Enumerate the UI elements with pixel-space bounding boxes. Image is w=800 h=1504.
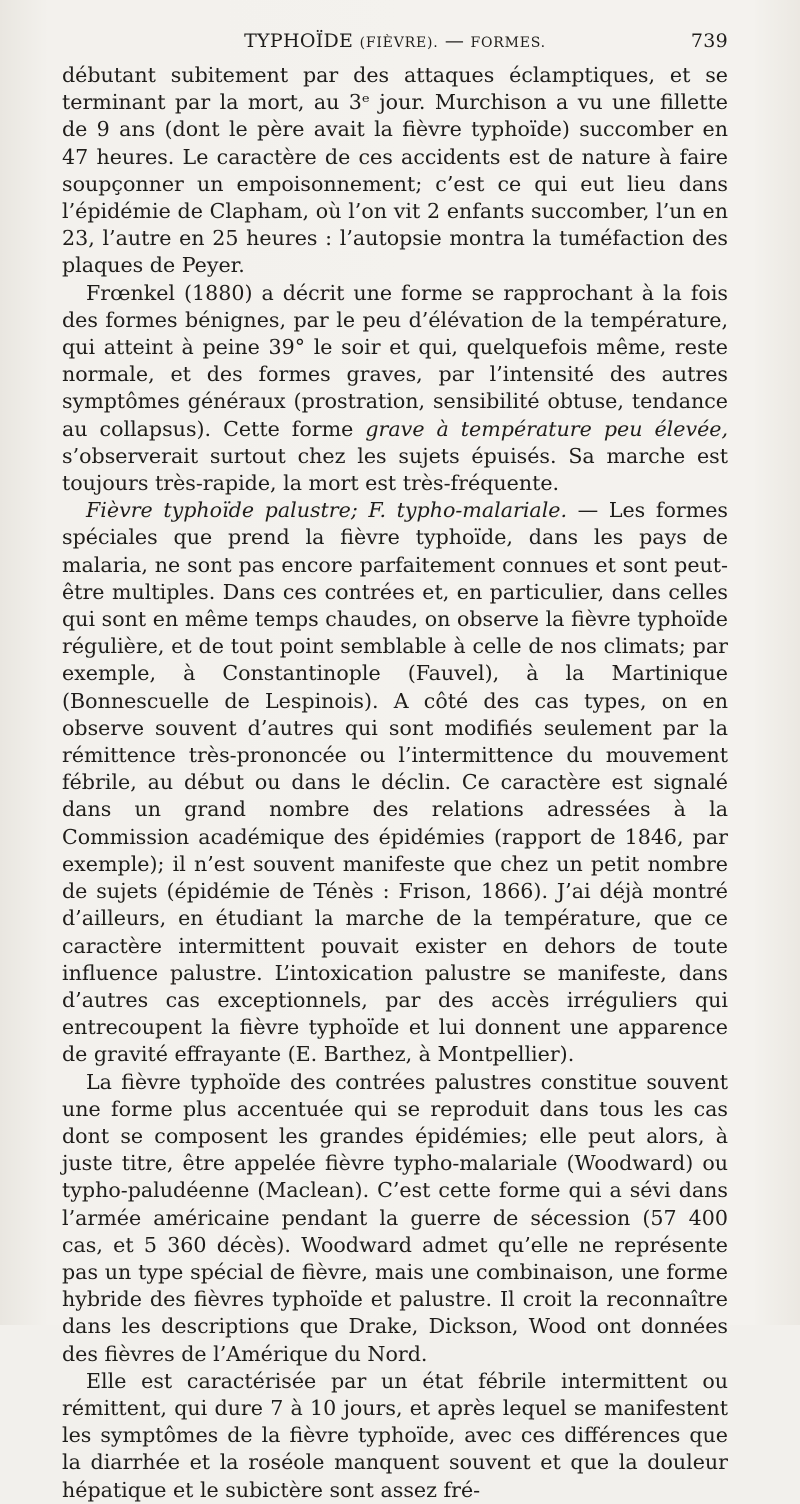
title-sub: FORMES. [470, 35, 546, 51]
paragraph-text: Elle est caractérisée par un état fébrile intermittent ou rémittent, qui dure 7 à 10 jours, et après lequel se manifestent les symptômes de la fièvre typhoïde, avec ces différences que la diarrhée et la roséole manquent souvent et que la douleur hépatique et le subictère sont assez fré- [62, 1368, 728, 1502]
running-header [62, 26, 728, 62]
title-dash: — [444, 30, 465, 52]
running-title [62, 30, 728, 52]
paragraph-5 [62, 1368, 728, 1504]
paragraph-text: débutant subitement par des attaques éclamptiques, et se terminant par la mort, au 3ᵉ jour. Murchison a vu une fillette de 9 ans (dont le père avait la fièvre typhoïde) succomber en 47 heures. Le caractère de ces accidents est de nature à faire soupçonner un empoisonnement; c’est ce qui eut lieu dans l’épidémie de Clapham, où l’on vit 2 enfants succomber, l’un en 23, l’autre en 25 heures : l’autopsie montra la tuméfaction des plaques de Peyer. [62, 63, 728, 278]
title-main: TYPHOÏDE [244, 30, 354, 52]
paragraph-text: s’observerait surtout chez les sujets épuisés. Sa marche est toujours très-rapide, la mort est très-fréquente. [62, 443, 728, 496]
paragraph-text: — Les formes spéciales que prend la fièvre typhoïde, dans les pays de malaria, ne sont pas encore parfaitement connues et sont peut-être multiples. Dans ces contrées et, en particulier, dans celles qui sont en même temps chaudes, on observe la fièvre typhoïde régulière, et de tout point semblable à celle de nos climats; par exemple, à Constantinople (Fauvel), à la Martinique (Bonnescuelle de Lespinois). A côté des cas types, on en observe souvent d’autres qui sont modifiés seulement par la rémittence très-prononcée ou l’intermittence du mouvement fébrile, au début ou dans le déclin. Ce caractère est signalé dans un grand nombre des relations adressées à la Commission académique des épidémies (rapport de 1846, par exemple); il n’est souvent manifeste que chez un petit nombre de sujets (épidémie de Ténès : Frison, 1866). J’ai déjà montré d’ailleurs, en étudiant la marche de la température, que ce caractère intermittent pouvait exister en dehors de toute influence palustre. L’intoxication palustre se manifeste, dans d’autres cas exceptionnels, par des accès irréguliers qui entrecoupent la fièvre typhoïde et lui donnent une apparence de gravité effrayante (E. Barthez, à Montpellier). [62, 498, 728, 1067]
paragraph-text: Frœnkel (1880) a décrit une forme se rapprochant à la fois des formes bénignes, par le peu d’élévation de la température, qui atteint à peine 39° le soir et qui, quelquefois même, reste normale, et des formes graves, par l’intensité des autres symptômes généraux (prostration, sensibilité obtuse, tendance au collapsus). Cette forme [62, 280, 728, 441]
paragraph-1 [62, 62, 728, 280]
page-body [62, 62, 728, 1504]
italic-phrase: grave à température peu élevée, [365, 416, 728, 441]
paragraph-text: La fièvre typhoïde des contrées palustres constitue souvent une forme plus accentuée qui se reproduit dans tous les cas dont se composent les grandes épidémies; elle peut alors, à juste titre, être appelée fièvre typho-malariale (Woodward) ou typho-paludéenne (Maclean). C’est cette forme qui a sévi dans l’armée américaine pendant la guerre de sécession (57 400 cas, et 5 360 décès). Woodward admet qu’elle ne représente pas un type spécial de fièvre, mais une combinaison, une forme hybride des fièvres typhoïde et palustre. Il croit la reconnaître dans les descriptions que Drake, Dickson, Wood ont données des fièvres de l’Amérique du Nord. [62, 1069, 728, 1366]
title-paren: (FIÈVRE). [359, 35, 439, 51]
page-number: 739 [690, 30, 728, 52]
paragraph-3 [62, 497, 728, 1068]
section-heading-italic: Fièvre typhoïde palustre; F. typho-malariale. [86, 498, 568, 523]
paragraph-2 [62, 280, 728, 498]
paragraph-4 [62, 1069, 728, 1368]
